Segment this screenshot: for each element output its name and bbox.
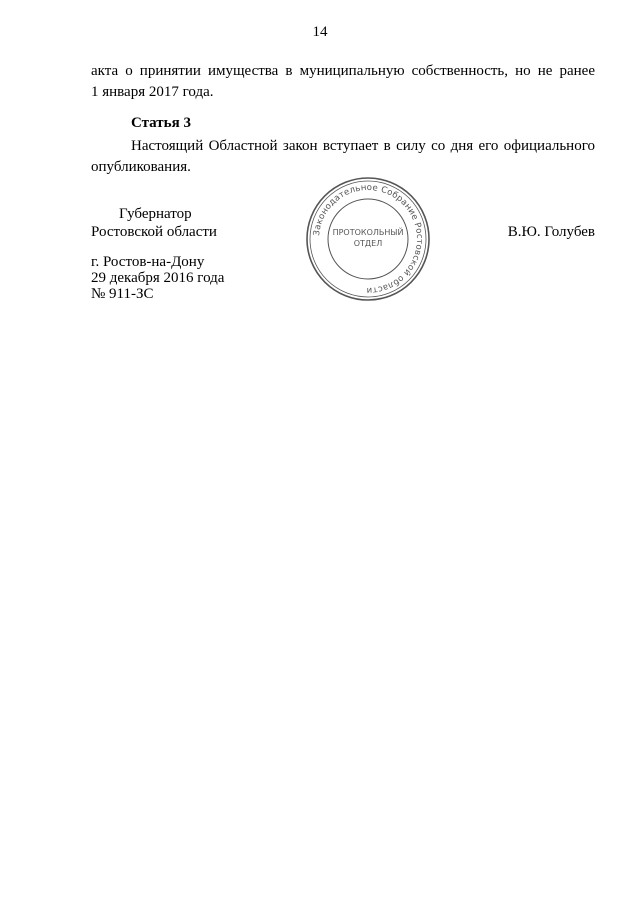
signatory-name: В.Ю. Голубев: [507, 224, 595, 240]
paragraph-line: опубликования.: [91, 159, 191, 175]
paragraph-entry-into-force: [91, 136, 595, 178]
law-number: № 911-ЗС: [91, 286, 154, 302]
signatory-title-line: Губернатор: [119, 206, 192, 222]
city: г. Ростов-на-Дону: [91, 254, 205, 270]
place-date-number: [91, 254, 224, 302]
signatory-title: [91, 205, 217, 241]
signatory-title-line: Ростовской области: [91, 224, 217, 240]
paragraph-act-transfer: [91, 61, 595, 103]
paragraph-line: Настоящий Областной закон вступает в силу со дня его официального: [131, 138, 595, 154]
article-heading: Статья 3: [131, 115, 191, 131]
official-seal-stamp: [304, 175, 432, 303]
page-number: 14: [312, 24, 328, 40]
paragraph-line: 1 января 2017 года.: [91, 84, 214, 100]
seal-inner-line2: ОТДЕЛ: [353, 239, 383, 248]
seal-inner-line1: ПРОТОКОЛЬНЫЙ: [332, 228, 404, 237]
paragraph-line: акта о принятии имущества в муниципальную собственность, но не ранее: [91, 63, 595, 79]
date: 29 декабря 2016 года: [91, 270, 225, 286]
seal-outer-text: Законодательное Собрание Ростовской области: [312, 182, 425, 296]
